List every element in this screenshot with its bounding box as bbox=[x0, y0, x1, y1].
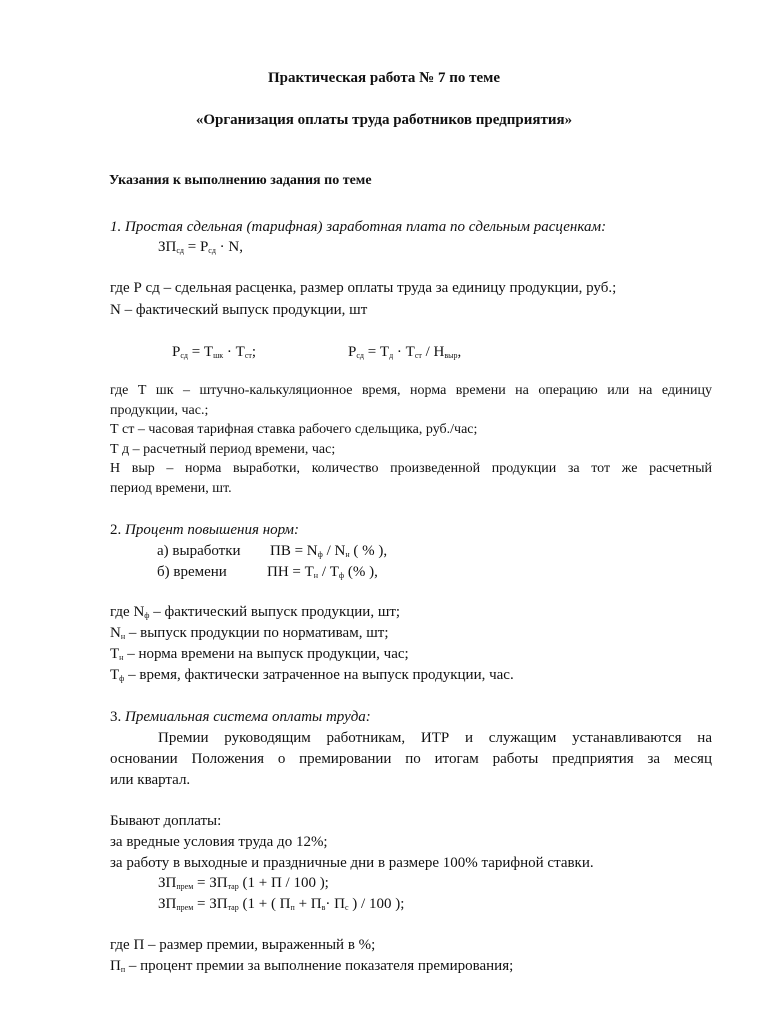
section1-where-line1: где Р сд – сдельная расценка, размер оплаты труда за единицу продукции, руб.; bbox=[110, 280, 617, 296]
section3-extra-pay-title: Бывают доплаты: bbox=[110, 813, 222, 829]
section1-def-tst: Т ст – часовая тарифная ставка рабочего сдельщика, руб./час; bbox=[110, 422, 478, 437]
section3-extra-pay-holidays: за работу в выходные и праздничные дни в размере 100% тарифной ставки. bbox=[110, 855, 594, 871]
section3-extra-pay-hazard: за вредные условия труда до 12%; bbox=[110, 834, 328, 850]
instructions-heading: Указания к выполнению задания по теме bbox=[109, 173, 372, 188]
section1-def-nvyr: Н выр – норма выработки, количество произведенной продукции за тот же расчетный bbox=[110, 461, 712, 476]
section1-def-tshk-cont: продукции, час.; bbox=[110, 403, 209, 418]
section3-paragraph-line2: основании Положения о премировании по итогам работы предприятия за месяц bbox=[110, 751, 712, 767]
section1-where-line2: N – фактический выпуск продукции, шт bbox=[110, 302, 368, 318]
doc-title: Практическая работа № 7 по теме bbox=[267, 70, 501, 86]
section1-heading: 1. Простая сдельная (тарифная) заработная плата по сдельным расценкам: bbox=[110, 219, 607, 235]
section2-def-nn: $N_н$ – выпуск продукции по нормативам, шт; bbox=[110, 625, 389, 641]
section2-def-tf: $Т_ф$ – время, фактически затраченное на выпуск продукции, час. bbox=[110, 667, 514, 683]
section3-heading: 3. Премиальная система оплаты труда: bbox=[110, 709, 371, 725]
section3-paragraph-line3: или квартал. bbox=[110, 772, 191, 788]
section2-label-output: а) выработки bbox=[157, 543, 241, 559]
section1-def-nvyr-cont: период времени, шт. bbox=[110, 481, 232, 496]
section2-def-tn: $Т_н$ – норма времени на выпуск продукции, час; bbox=[110, 646, 409, 662]
section1-formula-piece-rate: $ЗП_{сд} = Р_{сд} \cdot N$, bbox=[158, 239, 243, 255]
section3-def-bonus: где П – размер премии, выраженный в %; bbox=[110, 937, 376, 953]
section2-heading: 2. Процент повышения норм: bbox=[110, 522, 299, 538]
section1-formula-rate-2: $Р_{сд} = Т_д \cdot Т_{ст} / Н_{выр}$, bbox=[348, 344, 462, 360]
section3-formula-bonus-2: $ЗП_{прем} = ЗП_{тар}$ (1 + ( $П_п + П_в\cdot П_с$ ) / 100 ); bbox=[158, 896, 405, 912]
section2-formula-pv: ПВ = $N_ф / N_н$ ( % ), bbox=[270, 543, 388, 559]
section1-formula-rate-1: $Р_{сд} = Т_{шк} \cdot Т_{ст}$; bbox=[172, 344, 257, 360]
section1-def-tshk: где Т шк – штучно-калькуляционное время, норма времени на операцию или на единицу bbox=[110, 383, 712, 398]
section2-formula-pn: ПН = $Т_н / Т_ф$ (% ), bbox=[267, 564, 378, 580]
section3-def-bonus-indicator: $П_п$ – процент премии за выполнение показателя премирования; bbox=[110, 958, 514, 974]
section1-def-td: Т д – расчетный период времени, час; bbox=[110, 442, 336, 457]
doc-subtitle: «Организация оплаты труда работников предприятия» bbox=[195, 112, 573, 128]
section3-formula-bonus-1: $ЗП_{прем} = ЗП_{тар}$ (1 + П / 100 ); bbox=[158, 875, 329, 891]
section2-def-nf: где $N_ф$ – фактический выпуск продукции, шт; bbox=[110, 604, 401, 620]
section2-label-time: б) времени bbox=[157, 564, 227, 580]
section3-paragraph-line1: Премии руководящим работникам, ИТР и служащим устанавливаются на bbox=[158, 730, 712, 746]
